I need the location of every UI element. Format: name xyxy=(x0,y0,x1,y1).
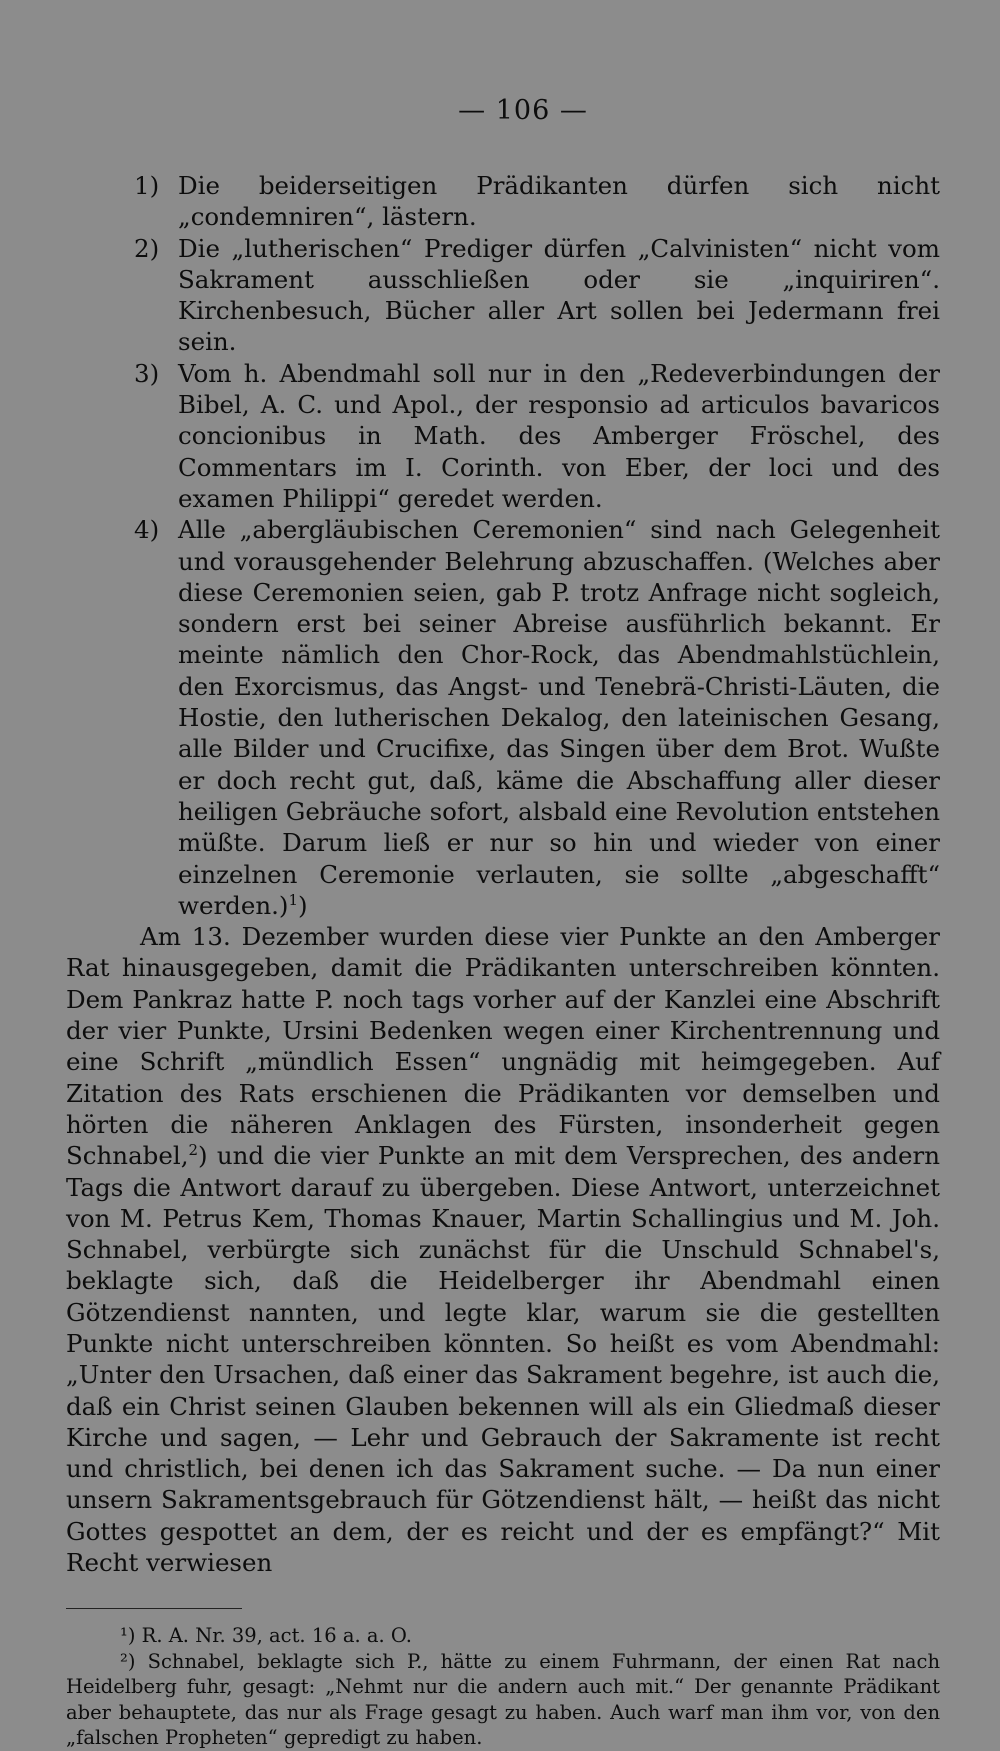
list-item-number: 4) xyxy=(134,515,160,545)
footnote xyxy=(66,1623,940,1649)
page-number: — 106 — xyxy=(458,95,588,126)
list-item xyxy=(66,233,940,358)
body-paragraph-part1: Am 13. Dezember wurden diese vier Punkte an den Amberger Rat hinausgegeben, damit die Prädikanten unterschreiben könnten. Dem Pankraz hatte P. noch tags vorher auf der Kanzlei eine Abschrift der vier Punkte, Ursini Bedenken wegen einer Kirchentrennung und eine Schrift „mündlich Essen“ ungnädig mit heimgegeben. Auf Zitation des Rats erschienen die Prädikanten vor demselben und hörten die näheren Anklagen des Fürsten, insonderheit gegen Schnabel, xyxy=(66,922,940,1171)
body-paragraph: Am 13. Dezember wurden diese vier Punkte an den Amberger Rat hinausgegeben, damit die Prädikanten unterschreiben könnten. Dem Pankraz hatte P. noch tags vorher auf der Kanzlei eine Abschrift der vier Punkte, Ursini Bedenken wegen einer Kirchentrennung und eine Schrift „mündlich Essen“ ungnädig mit heimgegeben. Auf Zitation des Rats erschienen die Prädikanten vor demselben und hörten die näheren Anklagen des Fürsten, insonderheit gegen Schnabel,$^2$) und die vier Punkte an mit dem Versprechen, des andern Tags die Antwort darauf zu übergeben. Diese Antwort, unterzeichnet von M. Petrus Kem, Thomas Knauer, Martin Schallingius und M. Joh. Schnabel, verbürgte sich zunächst für die Unschuld Schnabel's, beklagte sich, daß die Heidelberger ihr Abendmahl einen Götzendienst nannten, und legte klar, warum sie die gestellten Punkte nicht unterschreiben könnten. So heißt es vom Abendmahl: „Unter den Ursachen, daß einer das Sakrament begehre, ist auch die, daß ein Christ seinen Glauben bekennen will als ein Gliedmaß dieser Kirche und sagen, — Lehr und Gebrauch der Sakramente ist recht und christlich, bei denen ich das Sakrament suche. — Da nun einer unsern Sakramentsgebrauch für Götzendienst hält, — heißt das nicht Gottes gespottet an dem, der es reicht und der es empfängt?“ Mit Recht verwiesen xyxy=(66,922,940,1578)
list-item xyxy=(66,170,940,233)
list-item-number: 1) xyxy=(134,171,160,200)
list-item-number: 2) xyxy=(134,233,160,263)
list-item-text: Die „lutherischen“ Prediger dürfen „Calvinisten“ nicht vom Sakrament ausschließen oder sie „inquiriren“. Kirchenbesuch, Bücher aller Art sollen bei Jedermann frei sein. xyxy=(178,233,940,357)
footnote-divider xyxy=(66,1608,242,1609)
list-item: 4) Alle „abergläubischen Ceremonien“ sind nach Gelegenheit und vorausgehender Belehrung abzuschaffen. (Welches aber diese Ceremonien seien, gab P. trotz Anfrage nicht sogleich, sondern erst bei seiner Abreise ausführlich bekannt. Er meinte nämlich den Chor-Rock, das Abendmahlstüchlein, den Exorcismus, das Angst- und Tenebrä-Christi-Läuten, die Hostie, den lutherischen Dekalog, den lateinischen Gesang, alle Bilder und Crucifixe, das Singen über dem Brot. Wußte er doch recht gut, daß, käme die Abschaffung aller dieser heiligen Gebräuche sofort, alsbald eine Revolution entstehen müßte. Darum ließ er nur so hin und wieder von einer einzelnen Ceremonie verlauten, sie sollte „abgeschafft“ werden.)$^1$) xyxy=(134,515,940,920)
list-item-text: Vom h. Abendmahl soll nur in den „Redeverbindungen der Bibel, A. C. und Apol., der responsio ad articulos bavaricos concionibus in Math. des Amberger Fröschel, des Commentars im I. Corinth. von Eber, der loci und des examen Philippi“ geredet werden. xyxy=(178,358,940,513)
list-item-number: 3) xyxy=(134,358,160,388)
list-item-text: Alle „abergläubischen Ceremonien“ sind nach Gelegenheit und vorausgehender Belehrung abzuschaffen. (Welches aber diese Ceremonien seien, gab P. trotz Anfrage nicht sogleich, sondern erst bei seiner Abreise ausführlich bekannt. Er meinte nämlich den Chor-Rock, das Abendmahlstüchlein, den Exorcismus, das Angst- und Tenebrä-Christi-Läuten, die Hostie, den lutherischen Dekalog, den lateinischen Gesang, alle Bilder und Crucifixe, das Singen über dem Brot. Wußte er doch recht gut, daß, käme die Abschaffung aller dieser heiligen Gebräuche sofort, alsbald eine Revolution entstehen müßte. Darum ließ er nur so hin und wieder von einer einzelnen Ceremonie verlauten, sie sollte „abgeschafft“ werden.) xyxy=(178,515,940,920)
numbered-list xyxy=(66,170,940,921)
footnote-mark: ²) xyxy=(120,1649,136,1673)
body-paragraph-part2: und die vier Punkte an mit dem Versprechen, des andern Tags die Antwort darauf zu übergeben. Diese Antwort, unterzeichnet von M. Petrus Kem, Thomas Knauer, Martin Schallingius und M. Joh. Schnabel, verbürgte sich zunächst für die Unschuld Schnabel's, beklagte sich, daß die Heidelberger ihr Abendmahl einen Götzendienst nannten, und legte klar, warum sie die gestellten Punkte nicht unterschreiben könnten. So heißt es vom Abendmahl: „Unter den Ursachen, daß einer das Sakrament begehre, ist auch die, daß ein Christ seinen Glauben bekennen will als ein Gliedmaß dieser Kirche und sagen, — Lehr und Gebrauch der Sakramente ist recht und christlich, bei denen ich das Sakrament suche. — Da nun einer unsern Sakramentsgebrauch für Götzendienst hält, — heißt das nicht Gottes gespottet an dem, der es reicht und der es empfängt?“ Mit Recht verwiesen xyxy=(66,1141,940,1578)
footnote-text: Schnabel, beklagte sich P., hätte zu einem Fuhrmann, der einen Rat nach Heidelberg fuhr, gesagt: „Nehmt nur die andern auch mit.“ Der genannte Prädikant aber behauptete, das nur als Frage gesagt zu haben. Auch warf man ihm vor, von den „falschen Propheten“ gepredigt zu haben. xyxy=(66,1649,940,1750)
footnote-ref: 2 xyxy=(188,1141,199,1160)
footnote-mark: ¹) xyxy=(120,1624,136,1648)
list-item-text: Die beiderseitigen Prädikanten dürfen sich nicht „condemniren“, lästern. xyxy=(178,171,940,232)
list-item xyxy=(66,358,940,514)
footnote-ref: 1 xyxy=(288,890,299,909)
footnote-text: R. A. Nr. 39, act. 16 a. a. O. xyxy=(141,1624,412,1648)
